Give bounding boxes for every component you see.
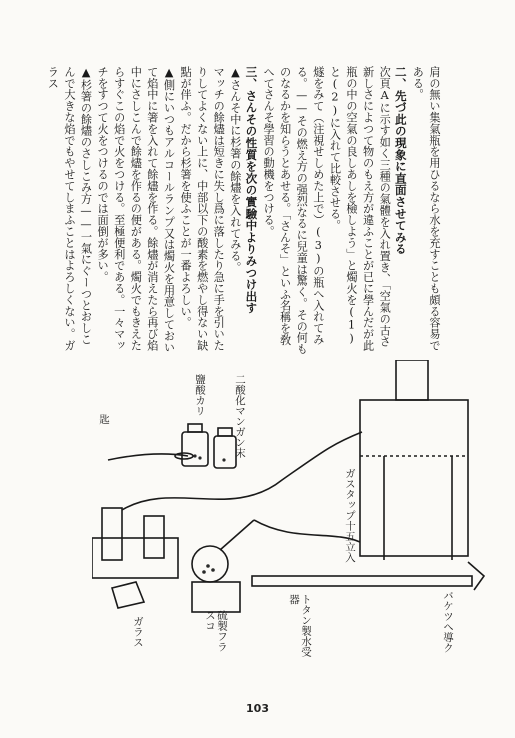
text-column: 燧をみて（注視せしめた上で）(3)の瓶へ入れてみる。——その燃え方の强烈なるに兒童は驚く。その何ものなるかを知らうとあせる。「さんそ」といふ名稱を敎へてさんそ學習の動機をつける。 [262,66,325,355]
label-manganese-dioxide: 二酸化マンガン末 [234,374,246,458]
text-column: 肩の無い集氣瓶を用ひるなら水を充すことも頗る容易である。 [411,66,441,351]
label-flask: 硫製フラスコ [204,610,228,652]
page-number: 103 [246,702,269,715]
section-heading: 二、先づ此の現象に直面させてみる [393,66,408,255]
body-text [46,66,442,356]
label-gas-tap: ガスタップ十五立入 [344,468,356,563]
label-glass: ガラス [132,616,144,648]
text-column: ▲杉箸の餘燼のさしこみ方——一氣にぐーつとおしこんで大きな焰でもやせてしまふことはよろしくない。ガラス [46,66,93,351]
label-to-bucket: バケツへ導ク [442,590,454,653]
label-potassium-chlorate: 鹽酸カリ [194,374,206,416]
oxygen-apparatus-figure [92,360,494,660]
text-column: 次頁Aに示す如く三種の氣體を入れ置き、「空氣の古さ新しさによつて物のもえ方が違ふことが已に學んだが此瓶の中の空氣の良しあしを檢しよう」と燭火を(1)と(2)に入れて比較させる。 [328,66,392,351]
section-heading: 三、さんその性質を次の實驗中よりみつけ出す [244,66,259,314]
text-column: ▲さんそ中に杉箸の餘燼を入れてみる。 [228,66,242,273]
text-column: ▲側にいつもアルコールランプ又は燭火を用意しておいて焰中に箸を入れて餘燼を作る。餘燼が消えたら再び焰中にさしこんで餘燼を作るの便がある。燭火でもきえたらすぐこの焰で火をつける。至極便利である。一々マッチをすつて火をつけるのでは面倒が多い。 [96,66,176,353]
text-column: マッチの餘燼は短きに失し爲に落したり急に手を引いたりしてよくない上に、中部以下の酸素を燃やし得ない缺點が伴ふ。だから杉箸を使ふことが一番よろしい。 [179,66,226,351]
label-spoon: 匙 [98,414,110,425]
label-water-receiver: トタン製水受器 [288,594,312,657]
